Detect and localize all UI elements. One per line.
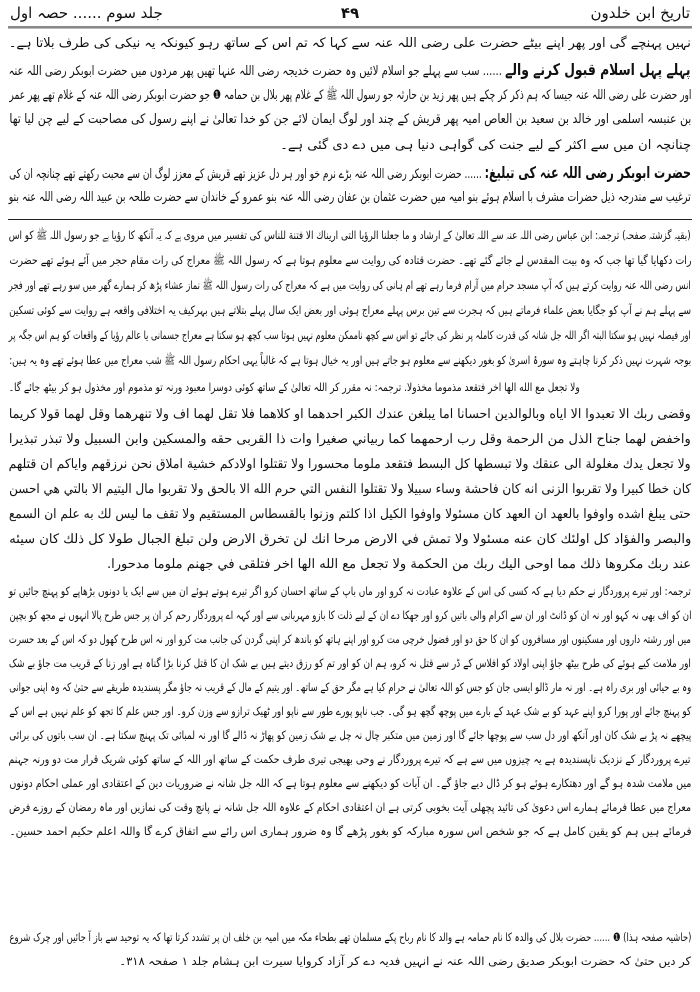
verse-line xyxy=(9,407,691,431)
text-line xyxy=(9,60,691,84)
book-title: تاریخ ابن خلدون xyxy=(590,4,690,22)
verse-line-content: وقضى ربك الا تعبدوا الا اياه وبالوالدين احسانا اما يبلغن عندك الكبر احدهما او كلاهما فلا تقل لهما اف ولا تنهرهما وقل لهما قولا كريما xyxy=(9,407,691,422)
footnote-line xyxy=(9,228,691,252)
footnote-line xyxy=(9,954,691,978)
footnote-line-content: (بقیہ گزشتہ صفحہ) ترجمہ: ابن عباس رضی اللہ عنہ سے اللہ تعالیٰ کے ارشاد و ما جعلنا الرؤیا التی اریناك الا فتنة للناس کی تفسیر میں مروی ہے کہ یہ آنکھ کا رؤیا ہے جو رسول اللہ ﷺ کو اس xyxy=(9,228,691,242)
footnote-line xyxy=(9,328,691,352)
footnote-line-content: سے پہلے ہم نے آپ کو جگایا بعض علماء فرماتے ہیں کہ ہجرت سے تین برس پہلے معراج ہوئی اور بعض ایک سال پہلے بتلاتے ہیں بہرکیف یہ اختلافی واقعہ ہے روایت سے کوئی تسکین xyxy=(9,303,691,317)
translation-line xyxy=(9,752,691,776)
footnote-line-content: بوجہ شہرت نہیں ذکر کرنا چاہتے وہ سورۂ اسریٰ کو بغور دیکھنے سے معلوم ہو جاتے ہیں اور یہ خیال ہوتا ہے کہ غالباً یہی احکام رسول اللہ ﷺ شب معراج میں عطا ہوئے تھے وہ یہ ہیں: xyxy=(9,353,691,367)
text-line xyxy=(9,138,691,162)
footnote-line-content: کر دیں حتیٰ کہ حضرت ابوبکر صدیق رضی اللہ عنہ نے انہیں فدیہ دے کر آزاد کروایا سیرت ابن ہشام جلد ۱ صفحہ ۳۱۸۔ xyxy=(119,954,691,968)
text-line-content: ترغیب سے مندرجہ ذیل حضرات مشرف با اسلام ہوئے بنو امیہ میں حضرت عثمان بن عفان رضی اللہ عنہ بنو عمرو کے خاندان سے حضرت طلحہ بن عبید اللہ رضی اللہ عنہ بنو xyxy=(9,190,691,205)
translation-line xyxy=(9,704,691,728)
verse-line-content: ولا تجعل يدك مغلولة الى عنقك ولا تبسطها كل البسط فتقعد ملوما محسورا ولا تقتلوا اولادكم خشية املاق نحن نرزقهم واياكم ان قتلهم xyxy=(9,457,691,472)
translation-line xyxy=(9,632,691,656)
verse-line xyxy=(9,432,691,456)
translation-line xyxy=(9,608,691,632)
translation-line xyxy=(9,800,691,824)
text-line xyxy=(9,36,691,60)
footnote-line xyxy=(9,303,691,327)
translation-line-content: تیرے پروردگار کے نزدیک ناپسندیدہ ہے یہ چیزوں میں سے ہے کہ تیرے پروردگار نے وحی بھیجی تیری طرف حکمت کے ساتھ اور اللہ کے ساتھ کوئی شریک قرار مت دو ورنہ جہنم xyxy=(9,752,691,766)
translation-line xyxy=(9,776,691,800)
text-line-content: چنانچہ ان میں سے اکثر کے لیے جنت کی گواہی دنیا ہی میں دے دی گئی ہے۔ xyxy=(280,138,691,153)
header-divider xyxy=(8,26,692,29)
translation-line-content: وہ بے حیائی اور بری راہ ہے۔ اور نہ مار ڈالو ایسی جان کو جس کو اللہ تعالیٰ نے حرام کیا ہے مگر حق کے ساتھ۔ اور یتیم کے مال کے قریب نہ جاؤ مگر پسندیدہ طریقے سے حتیٰ کہ وہ اپنی جوانی xyxy=(9,680,691,694)
footnote-line-content: (حاشیہ صفحہ ہذا) ❶ ...... حضرت بلال کی والدہ کا نام حمامہ ہے والد کا نام رباح پکے مسلمان تھے بطحاء مکہ میں امیہ بن خلف ان پر تشدد کرتا تھا کہ یہ توحید سے باز آ جائیں اور چرک شروع xyxy=(9,930,691,944)
verse-line-content: حتى يبلغ اشده واوفوا بالعهد ان العهد كان مسئولا واوفوا الكيل اذا كلتم وزنوا بالقسطاس المستقيم ولا تقف ما ليس لك به علم ان السمع xyxy=(9,507,691,522)
verse-line xyxy=(9,482,691,506)
footnote-line xyxy=(9,253,691,277)
translation-line-content: پیچھے نہ پڑ بے شک کان اور آنکھ اور دل سب سے پوچھا جائے گا اور زمین میں متکبر چال نہ چل بے شک زمین کو پھاڑ نہ ڈالے گا اور نہ لمبائی تک پہنچ سکتا ہے۔ ان سب باتوں کی برائی xyxy=(9,728,691,742)
footnote-line xyxy=(9,278,691,302)
translation-line xyxy=(9,584,691,608)
verse-line xyxy=(9,507,691,531)
verse-line-content: واخفض لهما جناح الذل من الرحمة وقل رب ارحمهما كما ربياني صغيرا وات ذا القربى حقه والمسكين وابن السبيل ولا تبذر تبذيرا xyxy=(9,432,691,447)
translation-line xyxy=(9,824,691,848)
text-line-content: اور حضرت علی رضی اللہ عنہ جیسا کہ ہم ذکر کر چکے ہیں پھر زید بن حارثہ جو رسول اللہ ﷺ کے غلام پھر بلال بن حمامہ ❶ جو حضرت ابوبکر رضی اللہ عنہ کے غلام تھے پھر عمر xyxy=(9,88,691,103)
footnote-line-content: اور فیصلہ نہیں ہو سکتا البتہ اگر اللہ جل شانہ کی قدرت کاملہ پر نظر کی جائے تو اس سے کچھ ناممکن معلوم نہیں ہوتا سب کچھ ہو سکتا ہے معراج جسمانی یا عالم رؤیا کے واقعات کو ہم اس جگہ پر xyxy=(9,328,691,342)
verse-line-content: عند ربك مكروها ذلك مما اوحى اليك ربك من الحكمة ولا تجعل مع الله الها اخر فتلقى في جهنم ملوما مدحورا. xyxy=(107,557,691,572)
translation-line-content: ترجمہ: اور تیرے پروردگار نے حکم دیا ہے کہ کسی کی اس کے علاوہ عبادت نہ کرو اور ماں باپ کے ساتھ احسان کرو اگر تیرے ہوتے ہوئے ان میں سے ایک یا دونوں بڑھاپے کو پہنچ جائیں تو xyxy=(9,584,691,598)
footnote-divider xyxy=(8,219,692,220)
text-line-content: ...... حضرت ابوبکر رضی اللہ عنہ بڑے نرم خو اور ہر دل عزیز تھے قریش کے معزز لوگ ان سے محبت رکھتے تھے چنانچہ ان کی xyxy=(9,167,485,182)
verse-line xyxy=(9,532,691,556)
text-line-content: نہیں پہنچے گی اور پھر اپنے بیٹے حضرت علی رضی اللہ عنہ سے کہا کہ تم اس کے ساتھ رہو کیونکہ یہ نیکی کی طرف بلاتا ہے۔ xyxy=(9,36,691,51)
verse-line xyxy=(9,457,691,481)
page-number: ۴۹ xyxy=(340,4,360,22)
footnote-line xyxy=(9,380,580,404)
translation-line-content: فرمائے ہیں ہم کو یقین کامل ہے کہ جو شخص اس سورہ مبارکہ کو بغور پڑھے گا وہ ضرور ہماری اس رائے سے اتفاق کرے گا واللہ اعلم حکیم احمد حسین۔ xyxy=(9,824,691,838)
translation-line xyxy=(9,680,691,704)
translation-line-content: میں ملامت شدہ ہو گے اور دھتکارے ہوئے ہو کر ڈال دیے جاؤ گے۔ ان آیات کو دیکھنے سے معلوم ہوتا ہے کہ اللہ جل شانہ نے ضروریات دین کے اعتقادی اور عملی احکام دونوں xyxy=(9,776,691,790)
footnote-line xyxy=(9,353,691,377)
verse-line xyxy=(9,557,691,581)
verse-line-content: كان خطا كبيرا ولا تقربوا الزنى انه كان فاحشة وساء سبيلا ولا تقتلوا النفس التي حرم الله الا بالحق ولا تقربوا مال اليتيم الا بالتي هي احسن xyxy=(9,482,691,497)
text-line xyxy=(9,87,691,111)
section-heading: پہلے پہل اسلام قبول کرنے والے xyxy=(505,60,691,79)
text-line xyxy=(9,190,691,214)
footnote-line-content: انس رضی اللہ عنہ روایت کرتے ہیں کہ آپ مسجد حرام میں آرام فرما رہے تھے ام ہانی کی روایت میں ہے کہ معراج کی رات رسول اللہ ﷺ نماز عشاء پڑھ کر ہمارے گھر میں سو رہے تھے اور فجر xyxy=(9,278,691,292)
translation-line xyxy=(9,728,691,752)
footnote-line-content: رات دکھایا گیا تھا جب کہ وہ بیت المقدس لے جائے گئے تھے۔ حضرت قتادہ کی روایت سے معلوم ہوتا ہے کہ رسول اللہ ﷺ معراج کی رات مقام حجر میں آئے ہوئے تھے حضرت xyxy=(9,253,691,267)
text-line xyxy=(9,163,691,187)
translation-line-content: معراج میں عطا فرمائے ہمارے اس دعویٰ کی تائید پچھلی آیت بخوبی کرتی ہے ان اعتقادی احکام کے علاوہ اللہ جل شانہ نے پانچ وقت کی نمازیں اور ماہ رمضان کے روزے فرض xyxy=(9,800,691,814)
volume-label: جلد سوم ...... حصہ اول xyxy=(10,4,163,22)
translation-line xyxy=(9,656,691,680)
translation-line-content: اور ملامت کیے ہوئے کی طرح بیٹھ جاؤ اپنی اولاد کو افلاس کے ڈر سے قتل نہ کرو، ہم ان کو اور تم کو رزق دیتے ہیں بے شک ان کا قتل کرنا بڑا گناہ ہے اور زنا کے قریب مت جاؤ بے شک xyxy=(9,656,691,670)
verse-line-content: والبصر والفؤاد كل اولئك كان عنه مسئولا ولا تمش في الارض مرحا انك لن تخرق الارض ولن تبلغ الجبال طولا كل ذلك كان سيئه xyxy=(9,532,691,547)
translation-line-content: میں اور رشتہ داروں اور مسکینوں اور مسافروں کو ان کا حق دو اور فضول خرچی مت کرو اور اپنے ہاتھ کو باندھ کر اپنی گردن کی جانب مت کرو اور نہ اس طرح کھول دو کہ اس کے بعد حسرت xyxy=(9,632,691,646)
translation-line-content: کو پہنچ جائے اور پورا کرو اپنے عہد کو بے شک عہد کے بارے میں پوچھ گچھ ہو گی۔ جب ناپو پورے طور سے ناپو اور ٹھیک ترازو سے وزن کرو۔ اور جس علم کا تجھ کو علم نہیں ہے اس کے xyxy=(9,704,691,718)
text-line-content: ...... سب سے پہلے جو اسلام لائیں وہ حضرت خدیجہ رضی اللہ عنہا تھیں پھر مردوں میں حضرت ابوبکر رضی اللہ عنہ xyxy=(9,64,506,79)
text-line-content: بن عنبسہ اسلمی اور خالد بن سعید بن العاص امیہ پھر قریش کے چند اور لوگ ایمان لائے جن کو خدا تعالیٰ نے اپنے رسول کی مصاحبت کے لیے چن لیا تھا xyxy=(9,112,691,127)
text-line xyxy=(9,112,691,136)
footnote-line xyxy=(9,930,691,954)
section-heading: حضرت ابوبکر رضی اللہ عنہ کی تبلیغ: xyxy=(484,163,691,182)
translation-line-content: ان کو اف بھی نہ کہو اور نہ ان کو ڈانٹ اور ان سے اکرام والی باتیں کرو اور جھکا دے ان کے لیے ذلت کا بازو مہربانی سے اور کہہ اے پروردگار رحم کر ان پر جس طرح پالا انہوں نے مجھ کو بچپن xyxy=(9,608,691,622)
footnote-line-content: ولا تجعل مع الله الها اخر فتقعد مذموما مخذولا. ترجمہ: نہ مقرر کر اللہ تعالیٰ کے ساتھ کوئی دوسرا معبود ورنہ تو مذموم اور مخذول ہو کر بیٹھ جائے گا۔ xyxy=(9,380,580,394)
